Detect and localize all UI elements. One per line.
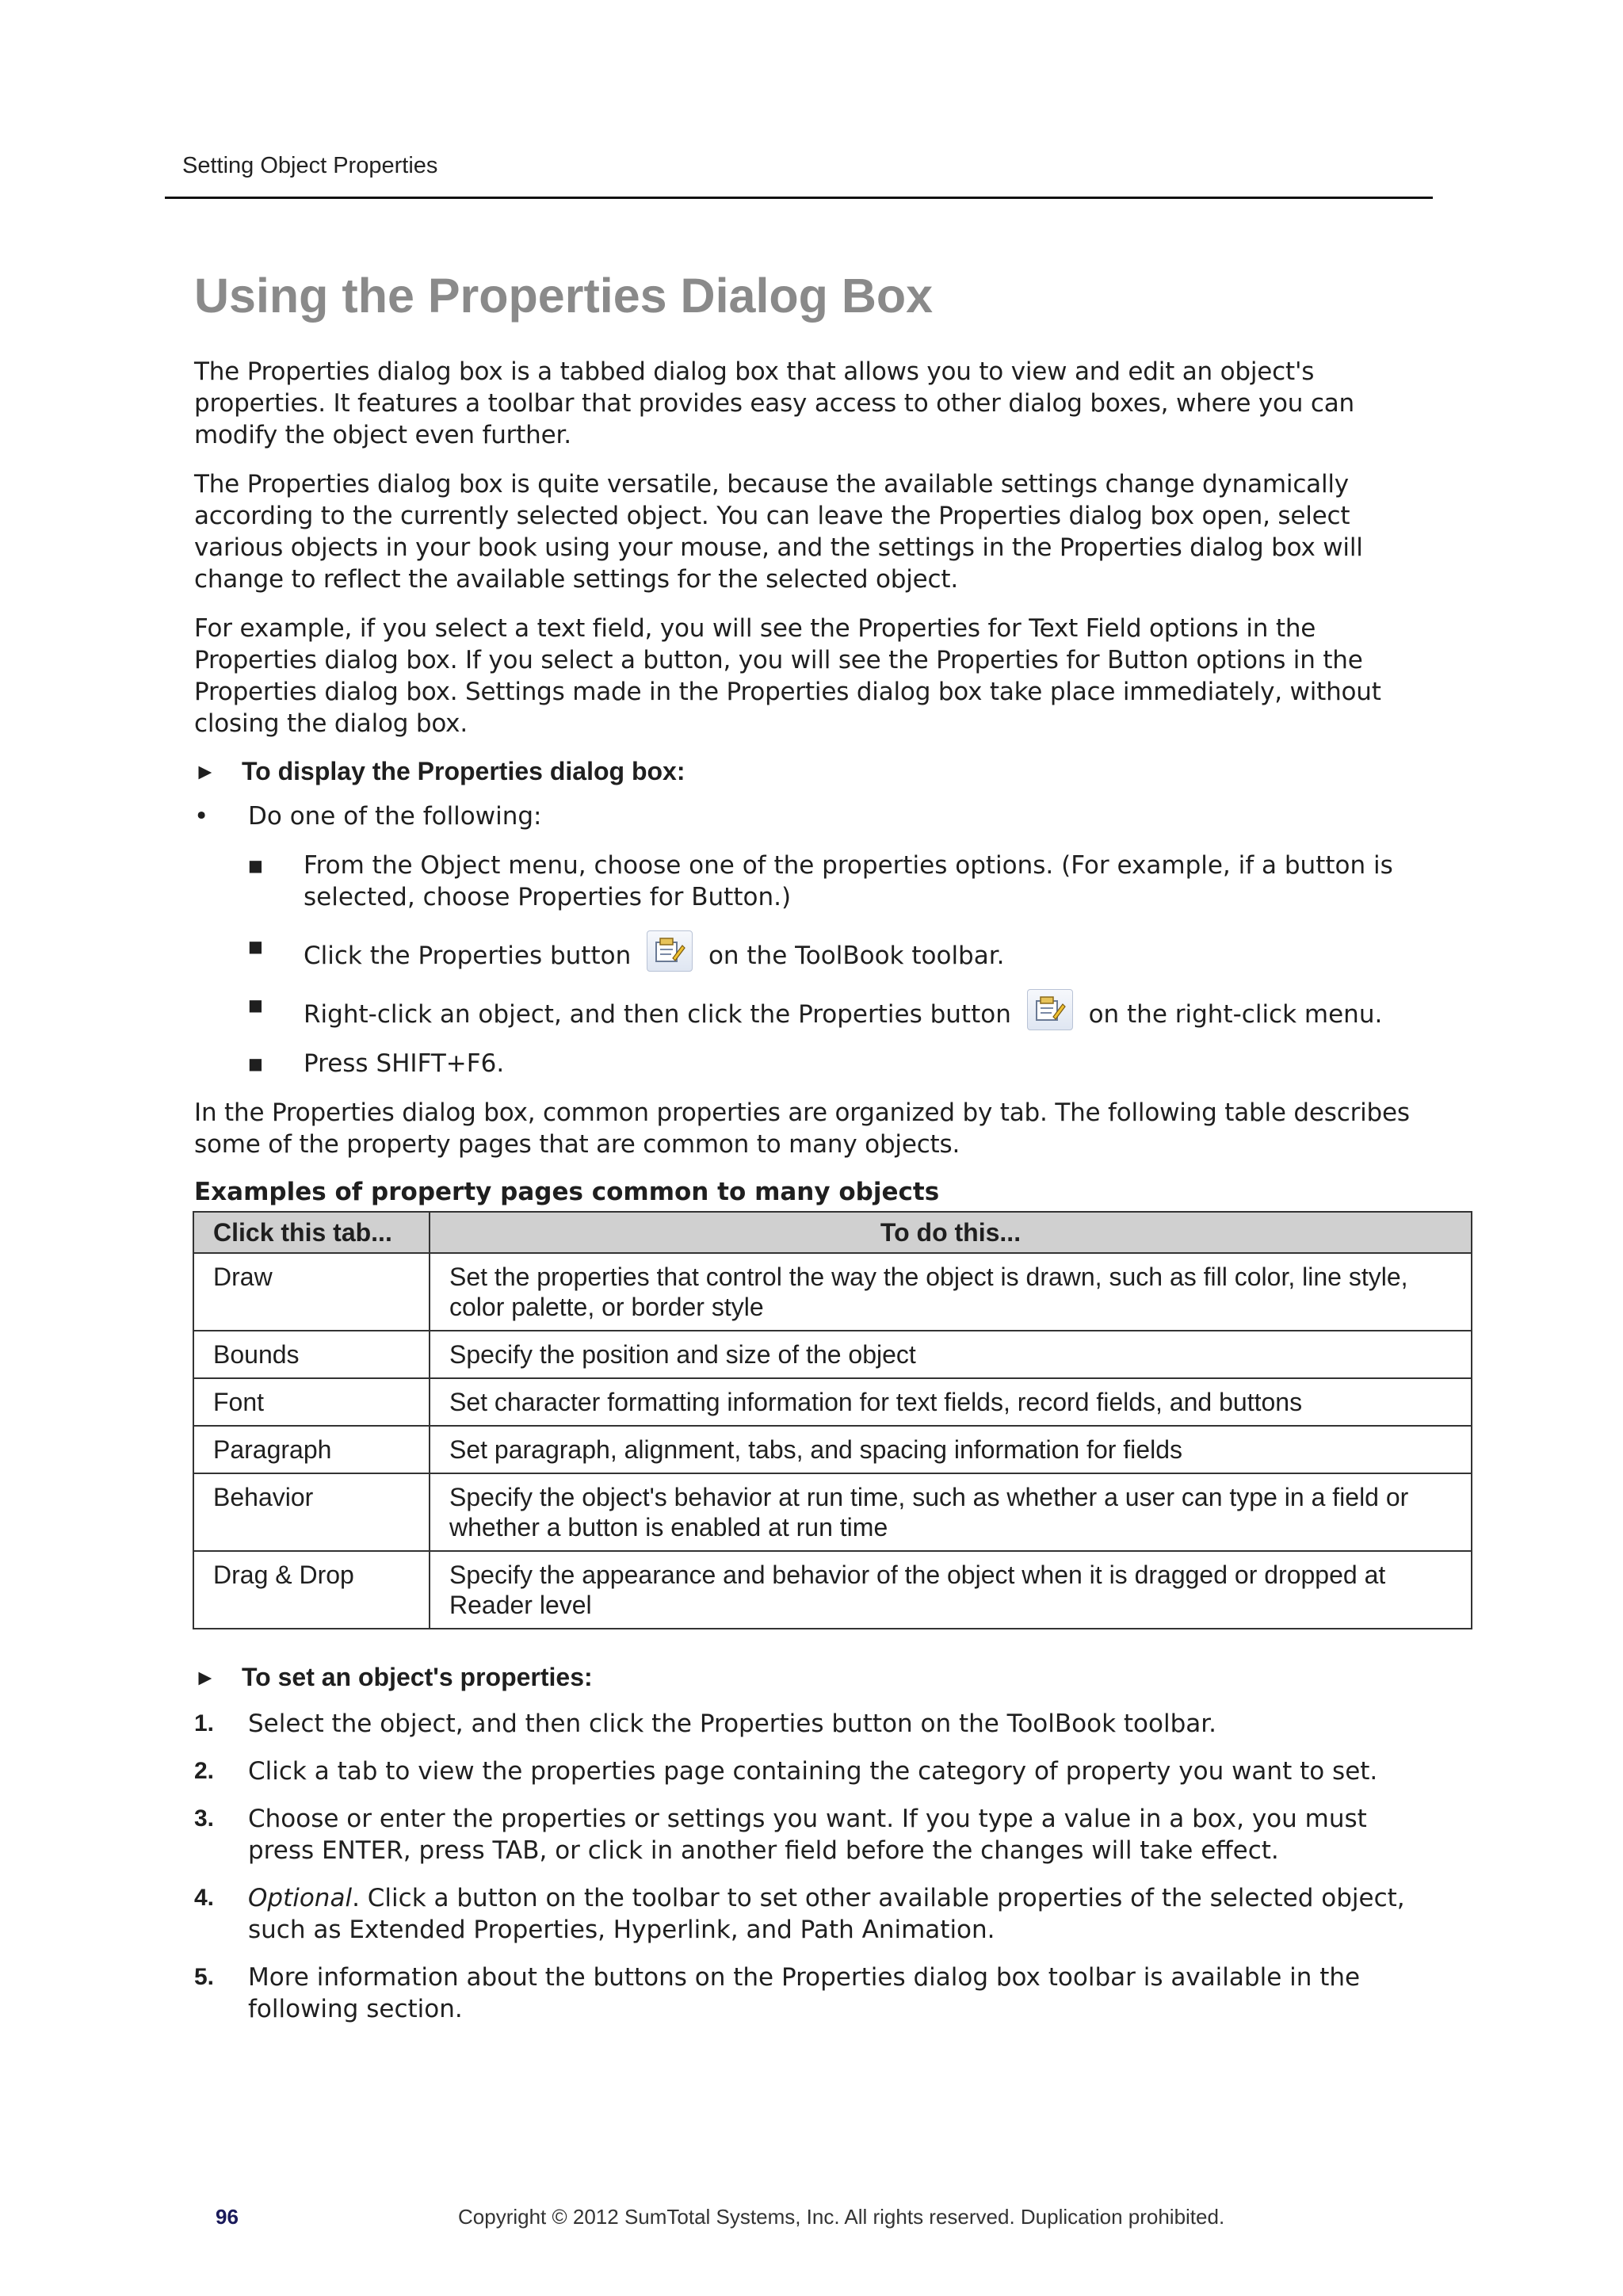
- step-text: Choose or enter the properties or settings you want. If you type a value in a box, you must press ENTER, press TAB, or click in another field before the changes will take effect.: [248, 1805, 1367, 1866]
- property-pages-table: [193, 1211, 1472, 1629]
- square-bullet-icon: ■: [248, 995, 263, 1015]
- intro-paragraph-2: The Properties dialog box is quite versatile, because the available settings change dynamically according to the currently selected object. You can leave the Properties dialog box open, select various objects in your book using your mouse, and the settings in the Properties dialog box will change to reflect the available settings for the selected object.: [194, 470, 1363, 594]
- page-number: 96: [216, 2205, 239, 2229]
- tab-description-cell: Specify the object's behavior at run time, such as whether a user can type in a field or whether a button is enabled at run time: [430, 1473, 1472, 1551]
- option-text-before: Right-click an object, and then click the Properties button: [304, 1000, 1011, 1030]
- step-text: Click a tab to view the properties page containing the category of property you want to set.: [248, 1757, 1378, 1786]
- table-row: [193, 1253, 1472, 1331]
- tab-name-cell: Bounds: [193, 1331, 430, 1378]
- page-title: Using the Properties Dialog Box: [194, 269, 934, 323]
- table-row: [193, 1551, 1472, 1629]
- tab-description-cell: Set paragraph, alignment, tabs, and spacing information for fields: [430, 1426, 1472, 1473]
- table-row: [193, 1426, 1472, 1473]
- tab-name-cell: Drag & Drop: [193, 1551, 430, 1629]
- square-bullet-icon: ■: [248, 856, 263, 876]
- tab-description-cell: Set character formatting information for text fields, record fields, and buttons: [430, 1378, 1472, 1426]
- square-bullet-icon: ■: [248, 1054, 263, 1074]
- properties-button-icon: [647, 930, 693, 972]
- tab-description-cell: Specify the position and size of the object: [430, 1331, 1472, 1378]
- option-item-shortcut: [248, 1048, 1415, 1079]
- properties-button-icon: [1027, 989, 1073, 1030]
- bullet-item: [194, 800, 1415, 832]
- tab-name-cell: Paragraph: [193, 1426, 430, 1473]
- table-intro-paragraph: In the Properties dialog box, common properties are organized by tab. The following table describes some of the property pages that are common to many objects.: [194, 1098, 1410, 1159]
- step-item: [194, 1755, 1415, 1787]
- intro-paragraph-1: The Properties dialog box is a tabbed dialog box that allows you to view and edit an object's properties. It features a toolbar that provides easy access to other dialog boxes, where you can modify the object even further.: [194, 357, 1354, 450]
- header-rule: [165, 197, 1433, 199]
- option-text-after: on the ToolBook toolbar.: [708, 942, 1005, 971]
- table-row: [193, 1331, 1472, 1378]
- tab-name-cell: Behavior: [193, 1473, 430, 1551]
- table-row: [193, 1378, 1472, 1426]
- set-procedure-heading-text: To set an object's properties:: [242, 1663, 593, 1692]
- step-number: 4.: [194, 1885, 215, 1912]
- table-header-row: [193, 1212, 1472, 1253]
- step-item: [194, 1708, 1415, 1740]
- bullet-lead-text: Do one of the following:: [248, 802, 542, 831]
- bullet-dot-icon: •: [194, 802, 209, 831]
- tab-description-cell: Set the properties that control the way the object is drawn, such as fill color, line style, color palette, or border style: [430, 1253, 1472, 1331]
- step-number: 2.: [194, 1758, 215, 1785]
- option-item-right-click: [248, 989, 1415, 1030]
- step-item: [194, 1803, 1415, 1866]
- step-optional-label: Optional: [248, 1884, 353, 1913]
- display-procedure-heading: [194, 757, 1415, 786]
- display-procedure-heading-text: To display the Properties dialog box:: [242, 757, 685, 786]
- table-header-action: To do this...: [430, 1212, 1472, 1253]
- step-text: More information about the buttons on the Properties dialog box toolbar is available in the following section.: [248, 1963, 1361, 2024]
- intro-paragraph-3: For example, if you select a text field, you will see the Properties for Text Field options in the Properties dialog box. If you select a button, you will see the Properties for Button options in the Properties dialog box. Settings made in the Properties dialog box take place immediately, without closing the dialog box.: [194, 614, 1381, 739]
- option-text: Press SHIFT+F6.: [304, 1049, 505, 1079]
- set-procedure-heading: [194, 1663, 1415, 1692]
- copyright-notice: Copyright © 2012 SumTotal Systems, Inc. All rights reserved. Duplication prohibited.: [458, 2205, 1225, 2229]
- step-text: . Click a button on the toolbar to set other available properties of the selected object, such as Extended Properties, Hyperlink, and Path Animation.: [248, 1884, 1405, 1945]
- option-text: From the Object menu, choose one of the properties options. (For example, if a button is selected, choose Properties for Button.): [304, 851, 1393, 912]
- tab-description-cell: Specify the appearance and behavior of the object when it is dragged or dropped at Reader level: [430, 1551, 1472, 1629]
- table-caption: Examples of property pages common to many objects: [194, 1178, 940, 1207]
- step-item: [194, 1962, 1415, 2025]
- table-header-tab: Click this tab...: [193, 1212, 430, 1253]
- option-text-before: Click the Properties button: [304, 942, 632, 971]
- square-bullet-icon: ■: [248, 937, 263, 957]
- tab-name-cell: Draw: [193, 1253, 430, 1331]
- option-item-object-menu: [248, 850, 1415, 913]
- display-options-list: [194, 850, 1415, 1079]
- tab-name-cell: Font: [193, 1378, 430, 1426]
- option-text-after: on the right-click menu.: [1088, 1000, 1383, 1030]
- step-number: 5.: [194, 1964, 215, 1991]
- step-item: [194, 1882, 1415, 1946]
- procedure-arrow-icon: ►: [194, 1664, 216, 1690]
- step-number: 3.: [194, 1805, 215, 1832]
- set-properties-steps: [194, 1708, 1415, 2025]
- page-content: [194, 269, 1415, 2041]
- running-header: Setting Object Properties: [182, 153, 438, 178]
- step-text: Select the object, and then click the Properties button on the ToolBook toolbar.: [248, 1710, 1217, 1739]
- procedure-arrow-icon: ►: [194, 758, 216, 784]
- option-item-toolbar-button: [248, 930, 1415, 972]
- table-row: [193, 1473, 1472, 1551]
- step-number: 1.: [194, 1710, 215, 1737]
